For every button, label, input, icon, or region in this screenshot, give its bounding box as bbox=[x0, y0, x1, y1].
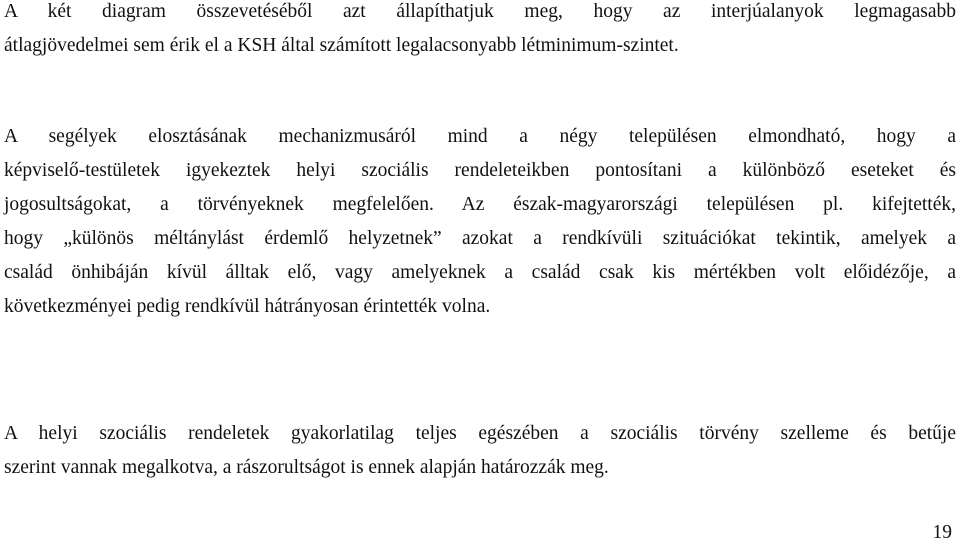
paragraph-aid-distribution bbox=[4, 120, 956, 324]
paragraph-line: család önhibáján kívül álltak elő, vagy amelyeknek a család csak kis mértékben volt előidézője, a bbox=[4, 262, 956, 283]
paragraph-line: következményei pedig rendkívül hátrányosan érintették volna. bbox=[4, 296, 491, 317]
paragraph-line: hogy „különös méltánylást érdemlő helyzetnek” azokat a rendkívüli szituációkat tekintik, amelyek a bbox=[4, 228, 956, 249]
paragraph-local-regulations bbox=[4, 417, 956, 485]
paragraph-diagram-comparison bbox=[4, 0, 956, 63]
paragraph-line: jogosultságokat, a törvényeknek megfelelően. Az észak-magyarországi településen pl. kifejtették, bbox=[4, 194, 956, 215]
paragraph-line: A segélyek elosztásának mechanizmusáról mind a négy településen elmondható, hogy a bbox=[4, 126, 956, 147]
paragraph-line: szerint vannak megalkotva, a rászorultságot is ennek alapján határozzák meg. bbox=[4, 457, 609, 478]
paragraph-line: képviselő-testületek igyekeztek helyi szociális rendeleteikben pontosítani a különböző eseteket és bbox=[4, 160, 956, 181]
page-number: 19 bbox=[932, 522, 952, 543]
paragraph-line: A helyi szociális rendeletek gyakorlatilag teljes egészében a szociális törvény szelleme és betűje bbox=[4, 423, 956, 444]
paragraph-line: átlagjövedelmei sem érik el a KSH által számított legalacsonyabb létminimum-szintet. bbox=[4, 35, 679, 56]
paragraph-line: A két diagram összevetéséből azt állapíthatjuk meg, hogy az interjúalanyok legmagasabb bbox=[4, 1, 956, 22]
